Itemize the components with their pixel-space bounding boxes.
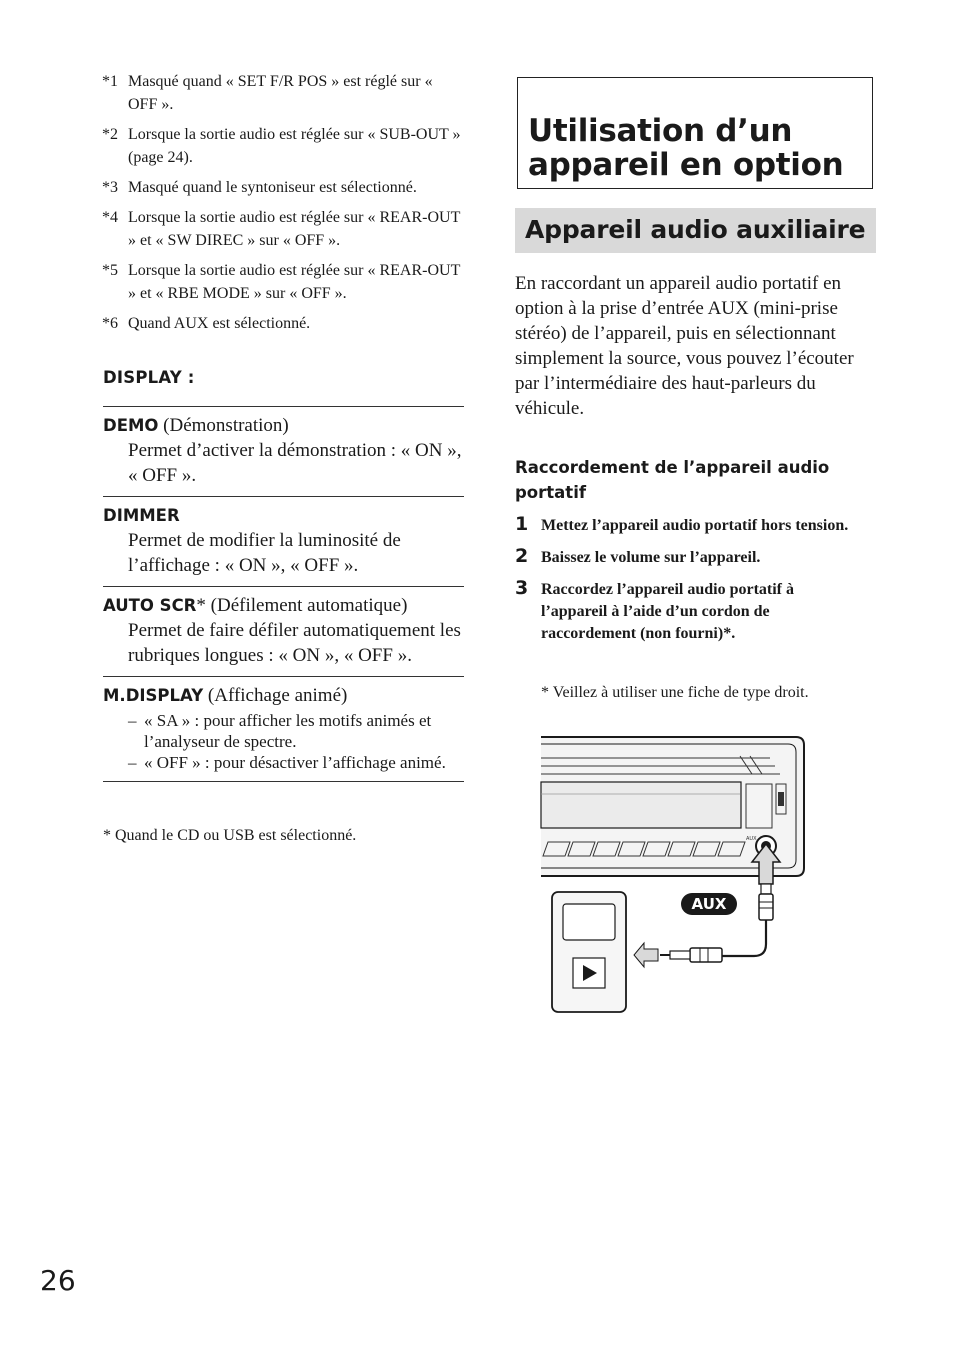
connection-illustration [540, 734, 806, 1021]
footnote: *2 Lorsque la sortie audio est réglée sur « SUB-OUT » (page 24). [102, 126, 461, 166]
display-section-label: DISPLAY : [103, 368, 195, 387]
step-footnote: * Veillez à utiliser une fiche de type droit. [541, 684, 809, 701]
jack-label: AUX [746, 836, 757, 842]
option-demo: DEMO (Démonstration) Permet d’activer la démonstration : « ON », « OFF ». [103, 407, 464, 497]
chapter-title: Utilisation d’un appareil en option [528, 113, 844, 183]
page-number: 26 [40, 1264, 76, 1297]
option-term: DIMMER [103, 506, 180, 525]
steps-list [515, 515, 855, 655]
aux-badge [681, 893, 737, 915]
step-2: 2 Baissez le volume sur l’appareil. [515, 545, 761, 567]
subsection-title: Raccordement de l’appareil audio portatif [515, 458, 830, 502]
svg-text:AUX: AUX [691, 895, 727, 913]
list-item: – « SA » : pour afficher les motifs animés et l’analyseur de spectre. [128, 711, 432, 751]
option-term: DEMO [103, 416, 159, 435]
display-footnote: * Quand le CD ou USB est sélectionné. [103, 827, 357, 844]
option-description: Permet d’activer la démonstration : « ON », « OFF ». [128, 440, 462, 486]
footnote: *6 Quand AUX est sélectionné. [102, 315, 311, 332]
step-1: 1 Mettez l’appareil audio portatif hors tension. [515, 513, 849, 535]
list-item: – « OFF » : pour désactiver l’affichage animé. [128, 753, 446, 772]
connection-diagram [540, 734, 806, 1016]
option-m-display: M.DISPLAY (Affichage animé) – « SA » : pour afficher les motifs animés et l’analyseur de spectre. – « OFF » : pour désactiver l’affichage animé. [103, 677, 464, 782]
section-title: Appareil audio auxiliaire [525, 215, 866, 244]
footnote: *1 Masqué quand « SET F/R POS » est réglé sur « OFF ». [102, 73, 433, 113]
left-arrow [634, 943, 658, 967]
device-screen [563, 904, 615, 940]
footnote: *4 Lorsque la sortie audio est réglée sur « REAR-OUT » et « SW DIREC » sur « OFF ». [102, 209, 461, 249]
option-dimmer [103, 497, 464, 587]
footnote: *5 Lorsque la sortie audio est réglée sur « REAR-OUT » et « RBE MODE » sur « OFF ». [102, 262, 461, 302]
option-dash-list [103, 708, 464, 773]
section-banner [515, 208, 876, 253]
intro-paragraph: En raccordant un appareil audio portatif en option à la prise d’entrée AUX (mini-prise stéréo) de l’appareil, puis en sélectionnant simplement la source, vous pouvez l’écouter par l’intermédiaire des haut-parleurs du véhicule. [515, 273, 854, 419]
footnote: *3 Masqué quand le syntoniseur est sélectionné. [102, 179, 417, 196]
display-options-table [103, 406, 464, 782]
portable-audio-device [552, 892, 626, 1012]
step-3: 3 Raccordez l’appareil audio portatif à l’appareil à l’aide d’un cordon de raccordement (non fourni)*. [515, 577, 795, 642]
option-description: Permet de faire défiler automatiquement les rubriques longues : « ON », « OFF ». [128, 620, 461, 666]
chapter-title-box [517, 77, 873, 189]
option-description: Permet de modifier la luminosité de l’affichage : « ON », « OFF ». [128, 530, 401, 576]
option-auto-scr: AUTO SCR* (Défilement automatique) Permet de faire défiler automatiquement les rubriques longues : « ON », « OFF ». [103, 587, 464, 677]
option-term: AUTO SCR [103, 596, 197, 615]
footnotes-list [103, 70, 464, 342]
option-term: M.DISPLAY [103, 686, 204, 705]
